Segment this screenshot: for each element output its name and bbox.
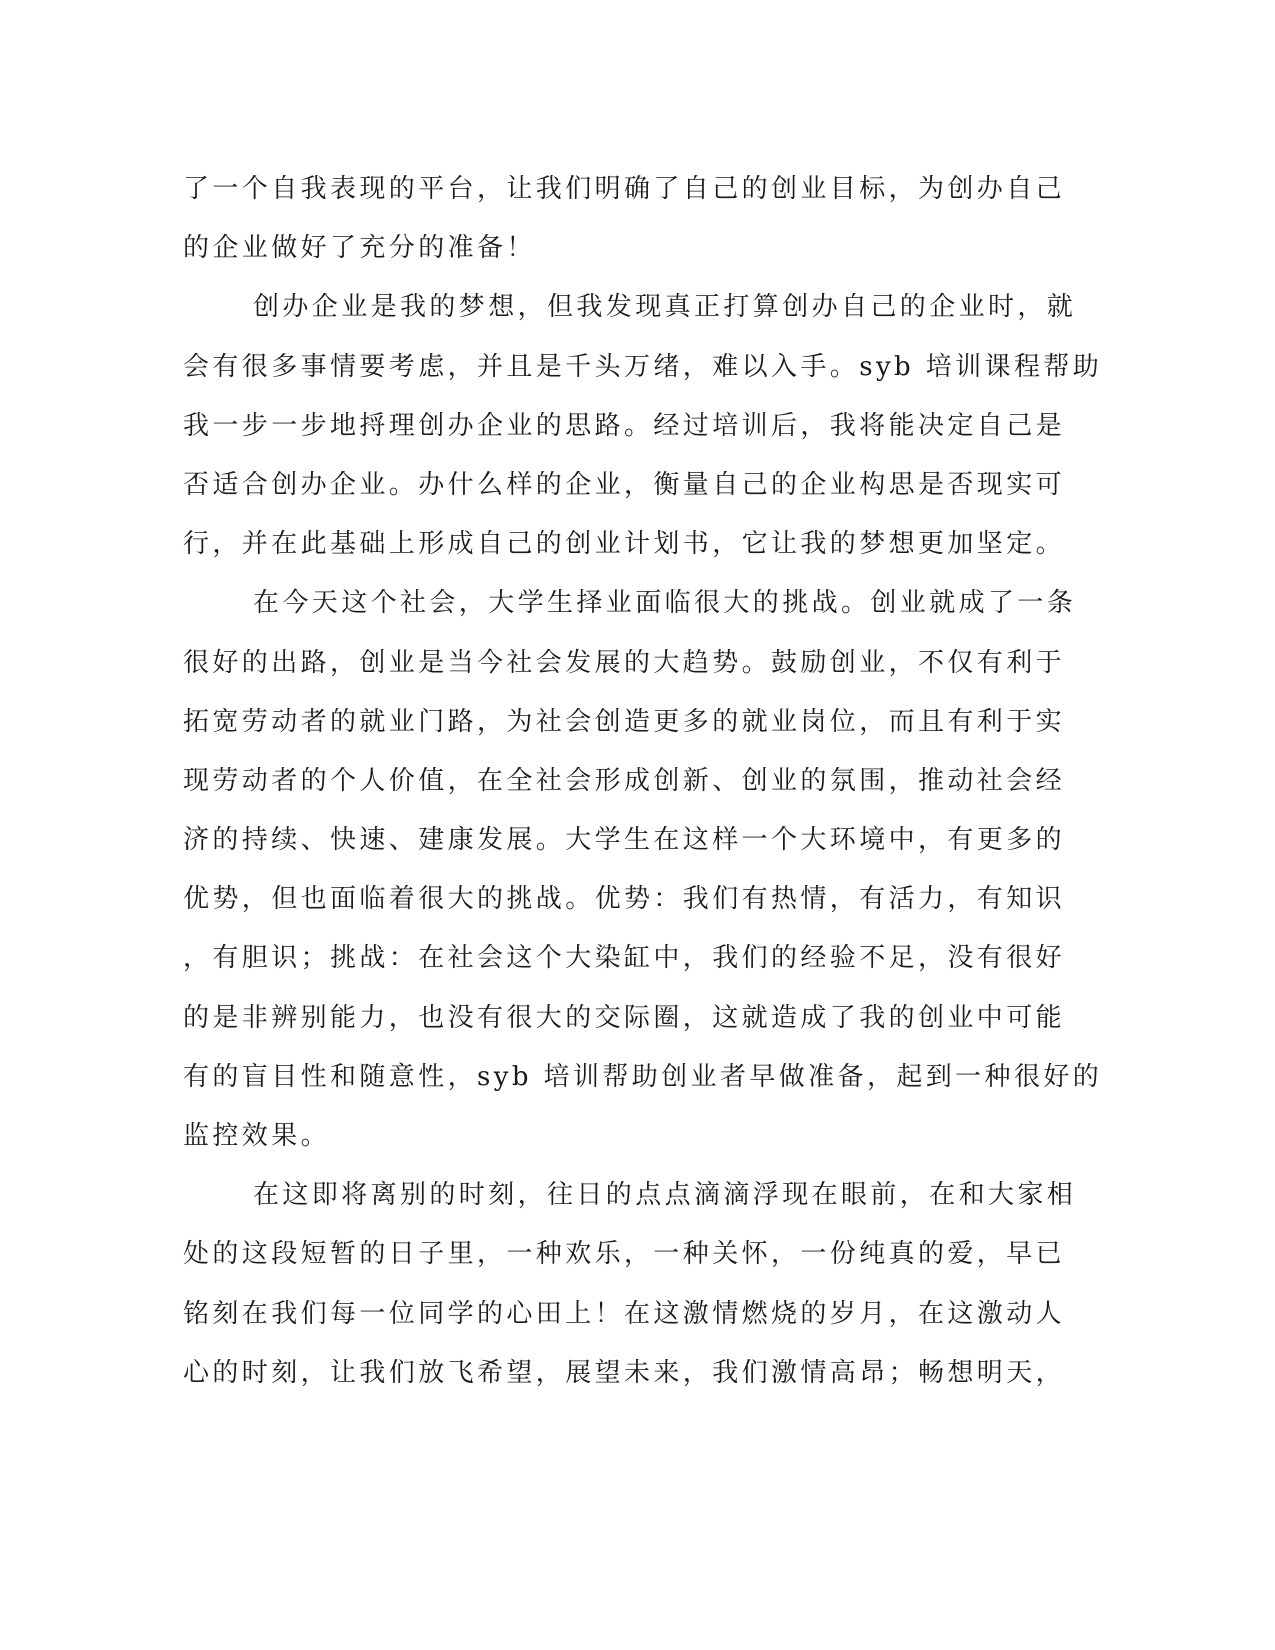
text-line: 拓宽劳动者的就业门路，为社会创造更多的就业岗位，而且有利于实 <box>183 706 1066 737</box>
text-line: 铭刻在我们每一位同学的心田上！在这激情燃烧的岁月，在这激动人 <box>183 1298 1066 1329</box>
text-line: 会有很多事情要考虑，并且是千头万绪，难以入手。syb 培训课程帮助 <box>183 351 1103 382</box>
text-line: ，有胆识；挑战：在社会这个大染缸中，我们的经验不足，没有很好 <box>183 943 1066 974</box>
text-line: 处的这段短暂的日子里，一种欢乐，一种关怀，一份纯真的爱，早已 <box>183 1239 1066 1270</box>
text-line: 否适合创办企业。办什么样的企业，衡量自己的企业构思是否现实可 <box>183 469 1066 500</box>
text-line: 优势，但也面临着很大的挑战。优势：我们有热情，有活力，有知识 <box>183 884 1066 915</box>
text-line: 了一个自我表现的平台，让我们明确了自己的创业目标，为创办自己 <box>183 174 1066 204</box>
text-line: 济的持续、快速、建康发展。大学生在这样一个大环境中，有更多的 <box>183 825 1066 856</box>
text-line: 的是非辨别能力，也没有很大的交际圈，这就造成了我的创业中可能 <box>183 1002 1066 1033</box>
text-line: 创办企业是我的梦想，但我发现真正打算创办自己的企业时，就 <box>253 292 1077 323</box>
text-line: 很好的出路，创业是当今社会发展的大趋势。鼓励创业，不仅有利于 <box>183 647 1066 678</box>
body-text <box>183 160 1103 1403</box>
text-line: 有的盲目性和随意性，syb 培训帮助创业者早做准备，起到一种很好的 <box>183 1061 1103 1092</box>
text-line: 现劳动者的个人价值，在全社会形成创新、创业的氛围，推动社会经 <box>183 765 1066 796</box>
text-line: 在今天这个社会，大学生择业面临很大的挑战。创业就成了一条 <box>253 588 1077 619</box>
text-line: 心的时刻，让我们放飞希望，展望未来，我们激情高昂；畅想明天， <box>183 1357 1066 1388</box>
text-line: 我一步一步地捋理创办企业的思路。经过培训后，我将能决定自己是 <box>183 410 1066 441</box>
text-line: 的企业做好了充分的准备！ <box>183 233 536 264</box>
text-line: 监控效果。 <box>183 1121 331 1151</box>
text-line: 行，并在此基础上形成自己的创业计划书，它让我的梦想更加坚定。 <box>183 529 1066 560</box>
text-line: 在这即将离别的时刻，往日的点点滴滴浮现在眼前，在和大家相 <box>253 1180 1077 1211</box>
